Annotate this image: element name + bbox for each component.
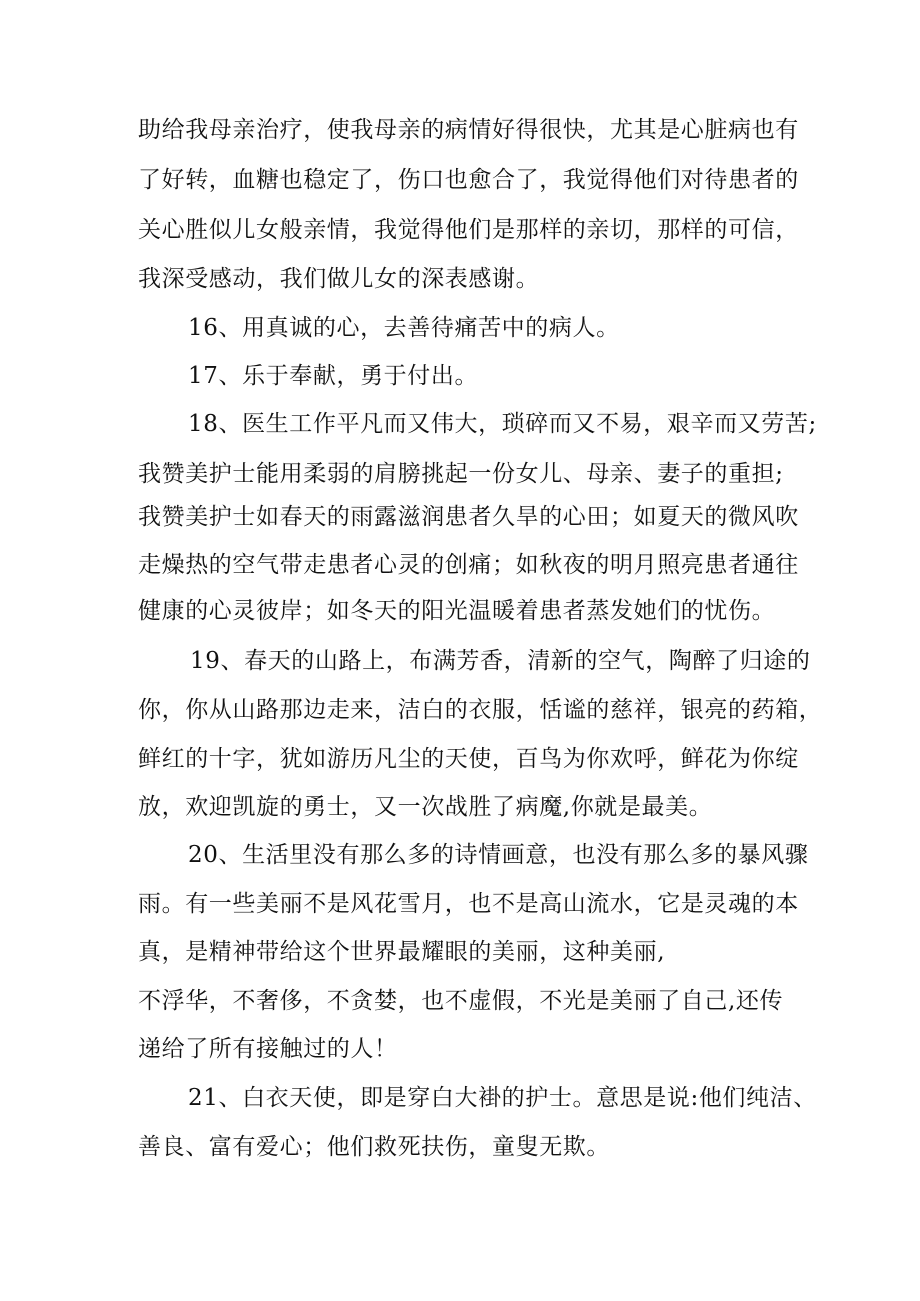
paragraph-21-line-1: 21、白衣天使，即是穿白大褂的护士。意思是说:他们纯洁、 (188, 1085, 817, 1111)
paragraph-18-line-3: 我赞美护士如春天的雨露滋润患者久旱的心田；如夏天的微风吹 (138, 504, 799, 530)
paragraph-21-line-2: 善良、富有爱心；他们救死扶伤，童叟无欺。 (138, 1134, 610, 1160)
paragraph-18-line-2: 我赞美护士能用柔弱的肩膀挑起一份女儿、母亲、妻子的重担; (138, 461, 784, 487)
paragraph-19-line-1: 19、春天的山路上，布满芳香，清新的空气，陶醉了归途的 (190, 648, 811, 674)
paragraph-19-line-2: 你，你从山路那边走来，洁白的衣服，恬谧的慈祥，银亮的药箱， (138, 697, 823, 723)
paragraph-20-line-2: 雨。有一些美丽不是风花雪月，也不是高山流水，它是灵魂的本 (138, 891, 799, 917)
paragraph-20-line-3: 真，是精神带给这个世界最耀眼的美丽，这种美丽, (138, 939, 666, 965)
paragraph-15-line-2: 了好转，血糖也稳定了，伤口也愈合了，我觉得他们对待患者的 (138, 167, 799, 193)
paragraph-20-line-4: 不浮华，不奢侈，不贪婪，也不虚假，不光是美丽了自己,还传 (138, 988, 784, 1014)
paragraph-19-line-4: 放，欢迎凯旋的勇士，又一次战胜了病魔,你就是最美。 (138, 794, 713, 820)
paragraph-15-line-3: 关心胜似儿女般亲情，我觉得他们是那样的亲切，那样的可信， (138, 217, 799, 243)
paragraph-18-line-4: 走燥热的空气带走患者心灵的创痛；如秋夜的明月照亮患者通往 (138, 552, 799, 578)
paragraph-15-line-1: 助给我母亲治疗，使我母亲的病情好得很快，尤其是心脏病也有 (138, 117, 799, 143)
paragraph-16-line-1: 16、用真诚的心，去善待痛苦中的病人。 (188, 315, 620, 341)
paragraph-15-line-4: 我深受感动，我们做儿女的深表感谢。 (138, 266, 540, 292)
paragraph-18-line-5: 健康的心灵彼岸；如冬天的阳光温暖着患者蒸发她们的忧伤。 (138, 598, 776, 624)
paragraph-19-line-3: 鲜红的十字，犹如游历凡尘的天使，百鸟为你欢呼，鲜花为你绽 (138, 746, 799, 772)
paragraph-20-line-1: 20、生活里没有那么多的诗情画意，也没有那么多的暴风骤 (188, 842, 809, 868)
paragraph-18-line-1: 18、医生工作平凡而又伟大，琐碎而又不易，艰辛而又劳苦; (188, 411, 817, 437)
paragraph-20-line-5: 递给了所有接触过的人！ (138, 1036, 398, 1062)
paragraph-17-line-1: 17、乐于奉献，勇于付出。 (188, 363, 479, 389)
